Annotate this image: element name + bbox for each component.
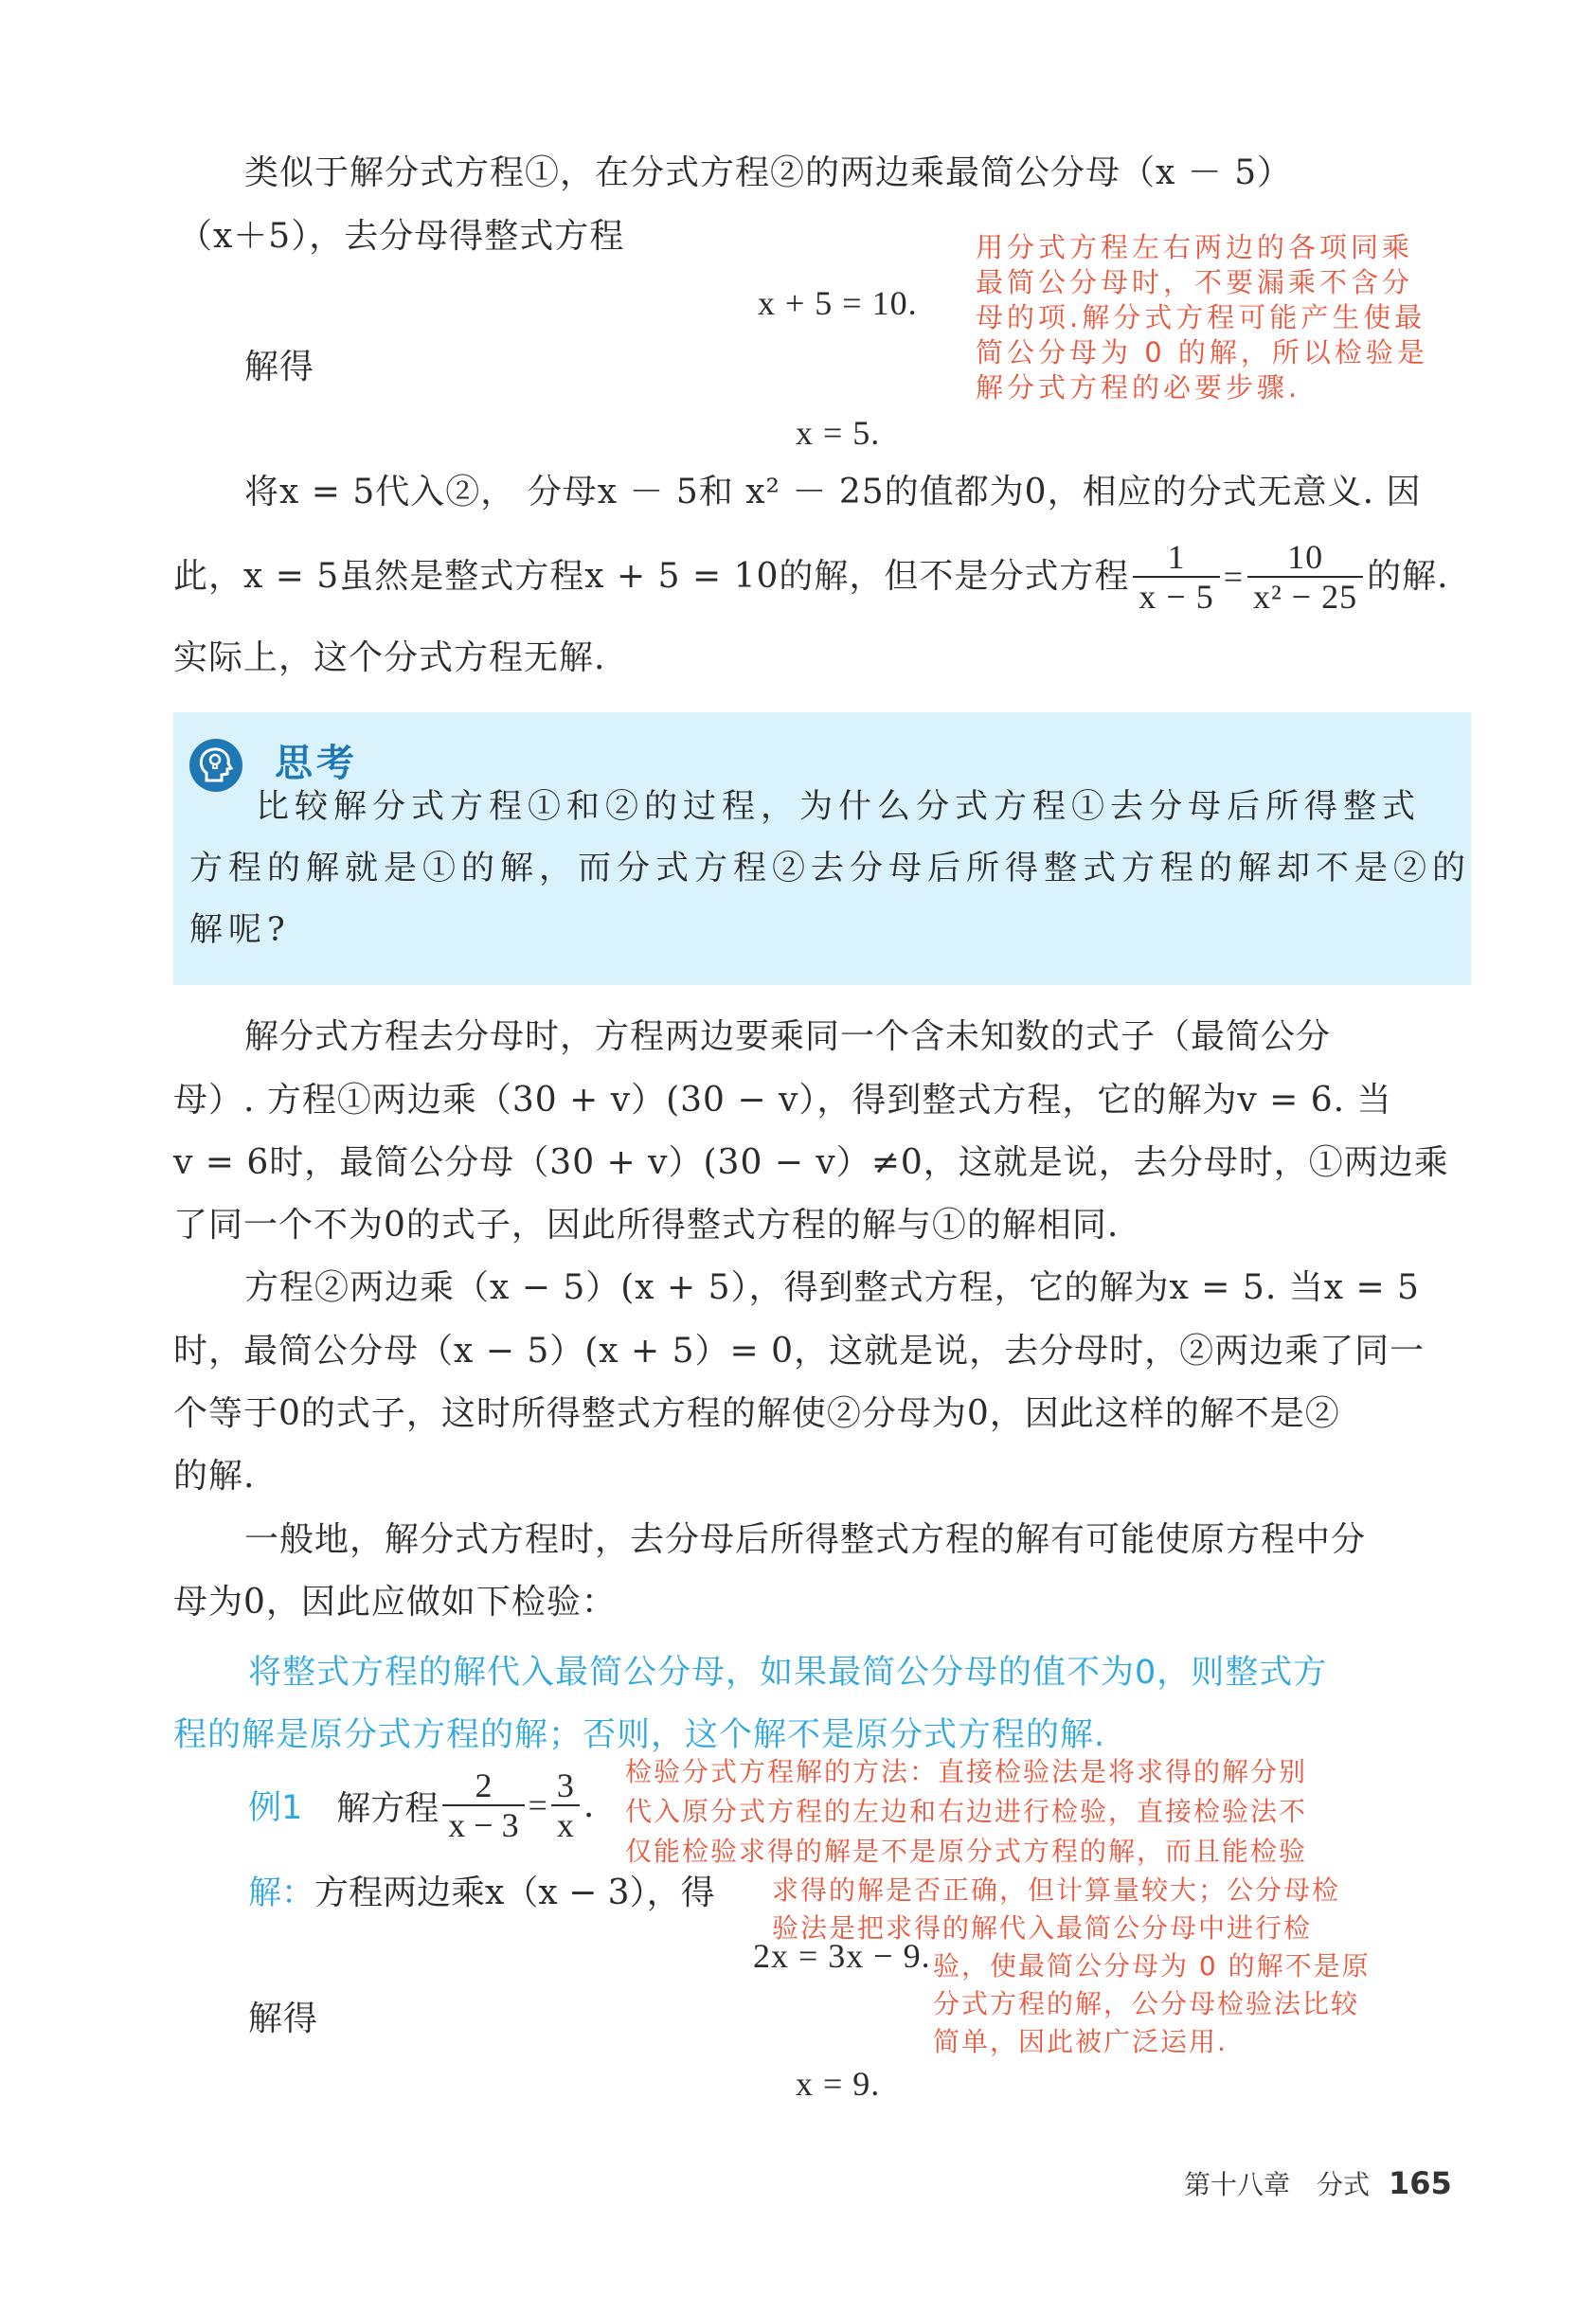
think-box-line-3: 解呢? [189,911,291,949]
margin-note-2-line: 分式方程的解，公分母检验法比较 [933,1988,1360,2019]
margin-note-2-line: 检验分式方程解的方法：直接检验法是将求得的解分别 [625,1756,1308,1787]
example-1-label: 例1 [248,1789,303,1827]
equals-sign: = [528,1786,547,1824]
think-box-line-1: 比较解分式方程①和②的过程，为什么分式方程①去分母后所得整式 [256,788,1422,826]
paragraph-4-line-3: 个等于0的式子，这时所得整式方程的解使②分母为0，因此这样的解不是② [173,1394,1340,1433]
solve-label-1: 解得 [244,348,315,386]
think-box-title: 思考 [275,742,358,785]
example-1-prompt: 解方程 [336,1788,439,1828]
margin-note-1-line: 母的项.解分式方程可能产生使最 [976,301,1426,333]
equation-x-equals-9: x = 9. [796,2065,881,2103]
paragraph-5-line-2: 母为0，因此应做如下检验： [173,1583,617,1622]
margin-note-2-line: 仅能检验求得的解是不是原分式方程的解，而且能检验 [625,1836,1308,1867]
think-box [173,712,1471,985]
equation-x-plus-5: x + 5 = 10. [758,284,918,322]
paragraph-4-line-1: 方程②两边乘（x − 5）(x + 5），得到整式方程，它的解为x = 5. 当x = 5 [244,1268,1420,1307]
solution-text: 方程两边乘x（x − 3），得 [314,1874,715,1912]
paragraph-2-line-1: 将x = 5代入②， 分母x － 5和 x² － 25的值都为0，相应的分式无意义. 因 [244,473,1422,511]
margin-note-2-line: 简单，因此被广泛运用. [933,2026,1228,2057]
fraction-2-over-x-minus-3 [442,1766,524,1844]
margin-note-1-line: 最简公分母时，不要漏乘不含分 [976,266,1414,298]
paragraph-2-line-2 [173,538,1449,616]
fraction-numerator: 2 [442,1766,524,1806]
margin-note-2-line: 验法是把求得的解代入最简公分母中进行检 [772,1912,1313,1944]
think-box-line-2: 方程的解就是①的解，而分式方程②去分母后所得整式方程的解却不是②的 [189,850,1472,888]
example-1-statement [248,1766,594,1844]
paragraph-1-line-1: 类似于解分式方程①，在分式方程②的两边乘最简公分母（x － 5） [244,153,1293,192]
paragraph-2-line-3: 实际上，这个分式方程无解. [173,638,606,677]
paragraph-1-line-2: （x＋5），去分母得整式方程 [178,217,625,256]
verification-rule-line-1: 将整式方程的解代入最简公分母，如果最简公分母的值不为0，则整式方 [248,1654,1328,1692]
fraction-numerator: 3 [551,1766,580,1806]
margin-note-2-line: 求得的解是否正确，但计算量较大；公分母检 [772,1874,1341,1906]
margin-note-1-line: 解分式方程的必要步骤. [976,371,1301,403]
fraction-denominator: x − 3 [448,1806,519,1844]
fraction-10-over-x2-minus-25 [1247,538,1363,616]
chapter-title: 第十八章 分式 [1184,2169,1371,2200]
page-footer [1184,2164,1452,2202]
margin-note-2-line: 验，使最简公分母为 0 的解不是原 [933,1950,1371,1981]
fraction-1-over-x-minus-5 [1133,538,1219,616]
margin-note-2-wide [625,1752,1307,1872]
fraction-denominator: x² − 25 [1253,578,1358,616]
period: . [583,1785,595,1825]
fraction-numerator: 10 [1247,538,1363,578]
paragraph-4-line-4: 的解. [173,1457,256,1496]
margin-note-1 [976,230,1428,405]
solution-label: 解： [248,1874,315,1912]
paragraph-2-line-2-suffix: 的解. [1367,557,1449,596]
example-1-solution [248,1866,715,1914]
margin-note-1-line: 用分式方程左右两边的各项同乘 [976,231,1414,263]
paragraph-2-line-2-prefix: 此，x = 5虽然是整式方程x + 5 = 10的解，但不是分式方程 [173,557,1130,596]
paragraph-4-line-2: 时，最简公分母（x − 5）(x + 5）= 0，这就是说，去分母时，②两边乘了同一 [173,1332,1426,1371]
paragraph-3-line-1: 解分式方程去分母时，方程两边要乘同一个含未知数的式子（最简公分 [244,1017,1332,1056]
paragraph-5-line-1: 一般地，解分式方程时，去分母后所得整式方程的解有可能使原方程中分 [244,1520,1367,1559]
margin-note-1-line: 简公分母为 0 的解，所以检验是 [976,336,1428,368]
fraction-denominator: x [556,1806,574,1844]
equation-x-equals-5: x = 5. [796,414,881,452]
paragraph-3-line-4: 了同一个不为0的式子，因此所得整式方程的解与①的解相同. [173,1206,1120,1245]
equation-2x-equals-3x-minus-9: 2x = 3x − 9. [753,1937,931,1975]
fraction-numerator: 1 [1133,538,1219,578]
margin-note-2-narrow [933,1947,1371,2061]
page-number: 165 [1389,2165,1452,2201]
equals-sign: = [1223,558,1245,596]
paragraph-3-line-2: 母）. 方程①两边乘（30 + v）(30 − v），得到整式方程，它的解为v = 6. 当 [173,1081,1392,1120]
thinking-head-icon [189,739,242,792]
margin-note-2-mid [772,1872,1340,1947]
solve-label-2: 解得 [248,1999,319,2038]
fraction-3-over-x [551,1766,580,1844]
margin-note-2-line: 代入原分式方程的左边和右边进行检验，直接检验法不 [625,1796,1308,1827]
paragraph-3-line-3: v = 6时，最简公分母（30 + v）(30 − v）≠0，这就是说，去分母时，①两边乘 [173,1143,1449,1182]
fraction-denominator: x − 5 [1139,578,1214,616]
verification-rule-line-2: 程的解是原分式方程的解；否则，这个解不是原分式方程的解. [173,1716,1106,1754]
